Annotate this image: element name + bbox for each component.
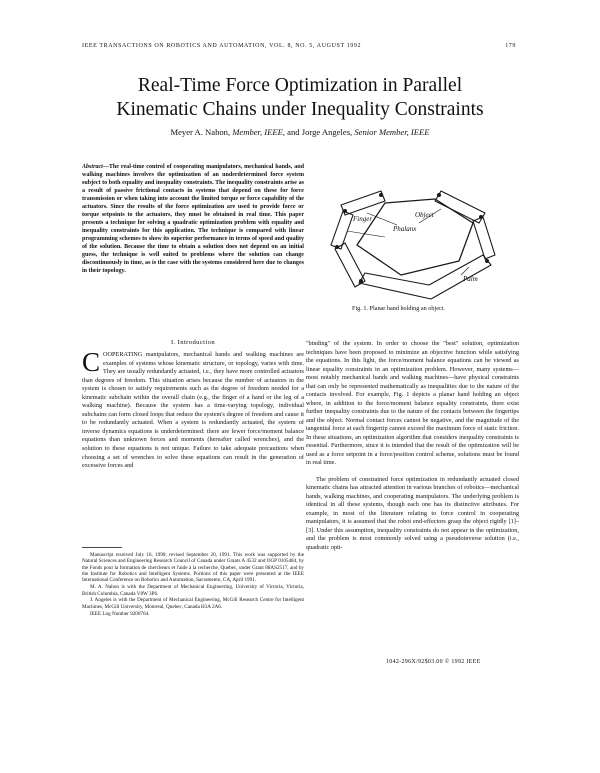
footnote-log-number: IEEE Log Number 9200764. <box>90 610 150 617</box>
intro-paragraph: manipulators, mechanical hands and walking machines are examples of systems whose kinematic structure, or topology, varies with time. They are usually redundantly actuated, i.e., they have more controlled actuators than degrees of freedom. This situation arises because the number of actuators in the system is chosen to satisfy requirements such as the degree of freedom needed for a kinematic subchain within the overall chain (e.g., the finger of a hand or the leg of a walking machine). Because the system has a time-varying topology, individual subchains can form closed loops that reduce the system's degree of freedom and cause it to be redundantly actuated. When a system is redundantly actuated, the system of inverse dynamics equations is underdetermined: there are fewer force/moment balance equations than unknown forces and moments (hereafter called wrenches), and the solution to these equations is not unique. Failure to take adequate precautions when choosing a set of wrenches to solve these equations can result in the generation of excessive forces and <box>82 351 304 470</box>
joint-dot <box>437 193 441 197</box>
footnote-author-1: M. A. Nahon is with the Department of Mechanical Engineering, University of Victoria, Victoria, British Columbia, Canada V8W 3P6. <box>82 584 304 597</box>
abstract <box>82 163 304 275</box>
author-line <box>0 127 600 137</box>
finger-right-link-2 <box>473 217 495 259</box>
drop-cap: C <box>82 347 101 377</box>
finger-right-link <box>435 191 485 223</box>
joint-dot <box>485 259 489 263</box>
running-head <box>82 43 516 49</box>
title-line-2: Kinematic Chains under Inequality Constraints <box>116 99 484 120</box>
author-2-membership: Senior Member, IEEE <box>354 127 430 137</box>
author-1-membership: Member, IEEE, <box>232 127 286 137</box>
intro-paragraph-2: The problem of constrained force optimization in redundantly actuated closed kinematic chains has attracted attention in various branches of robotics—mechanical hands, walking machines, and cooperating manipulators. The underlying problem is identical in all these systems, though each one has its distinctive attributes. For example, in most of the literature relating to force control in cooperating manipulators, it is assumed that the robot end-effectors grasp the object rigidly [1]–[3]. Under this assumption, inequality constraints do not appear in the optimization, and the problem is most commonly solved using a pseudoinverse solution (i.e., quadratic opti- <box>306 475 519 551</box>
footnote-author-2: J. Angeles is with the Department of Mechanical Engineering, McGill Research Centre for Intelligent Machines, McGill University, Montreal, Quebec, Canada H3A 2A6. <box>82 597 304 610</box>
intro-paragraph-continued: "binding" of the system. In order to choose the "best" solution, optimization techniques have been proposed to minimize an objective function while satisfying the equations. In this light, the force/moment balance equations can be viewed as linear equality constraints in an optimization problem. However, many systems—most notably mechanical hands and walking machines—have physical constraints that can only be represented mathematically as inequalities due to the nature of the contacts involved. For example, Fig. 1 depicts a planar hand holding an object where, in addition to the force/moment balance equality constraints, there exist further inequality constraints due to the nature of the contacts between the fingertips and the object. Normal contact forces cannot be negative, and the magnitude of the tangential force at each fingertip cannot exceed the maximum force of static friction. In these situations, an optimization algorithm that considers inequality constraints is essential. Furthermore, since it is intended that the result of the optimization will be used as a force setpoint in a force/position control scheme, solutions must be found in real time. <box>306 340 519 466</box>
section-heading-introduction: I. Introduction <box>170 339 216 346</box>
joint-dot <box>479 215 483 219</box>
joint-dot <box>379 193 383 197</box>
author-conjunction: and <box>287 127 300 137</box>
author-2: Jorge Angeles, <box>301 127 353 137</box>
intro-lead-word: OOPERATING <box>103 351 143 358</box>
author-1: Meyer A. Nahon, <box>170 127 231 137</box>
footnotes <box>82 552 304 617</box>
journal-citation: IEEE TRANSACTIONS ON ROBOTICS AND AUTOMATION, VOL. 8, NO. 5, AUGUST 1992 <box>82 43 362 49</box>
page-number: 179 <box>505 43 516 49</box>
figure-planar-hand <box>323 183 513 305</box>
footnote-rule <box>82 547 122 548</box>
abstract-label: Abstract— <box>82 164 109 170</box>
joint-dot <box>343 209 347 213</box>
paper-title <box>0 74 600 122</box>
introduction-column-2 <box>306 340 519 560</box>
label-phalanx: Phalanx <box>393 225 417 233</box>
introduction-column-1 <box>82 347 304 471</box>
footnote-received: Manuscript received July 16, 1990; revised September 20, 1991. This work was supported by the Natural Sciences and Engineering Research Council of Canada under Grants A 4532 and OGP 0105484, by the Fonds pour la formation de chercheurs et l'aide à la recherche, Quebec, under Grant 88AS2517, and by the Institute for Robotics and Intelligent Systems. Portions of this paper were presented at the IEEE International Conference on Robotics and Automation, Sacramento, CA, April 1991. <box>82 552 304 584</box>
figure-caption: Fig. 1. Planar hand holding an object. <box>352 305 445 312</box>
finger-upper-link <box>341 191 385 215</box>
joint-dot <box>335 245 339 249</box>
label-finger: Finger <box>353 215 373 223</box>
label-palm: Palm <box>463 275 478 283</box>
label-object: Object <box>415 211 434 219</box>
finger-upper-link-2 <box>331 211 353 249</box>
title-line-1: Real-Time Force Optimization in Parallel <box>137 75 463 96</box>
copyright-code: 1042-296X/92$03.00 © 1992 IEEE <box>386 659 481 665</box>
joint-dot <box>359 279 363 283</box>
abstract-text: The real-time control of cooperating manipulators, mechanical hands, and walking machines involves the optimization of an underdetermined force system subject to both equality and inequality constraints. The inequality constraints arise as a result of passive frictional contacts in systems that depend on these for force transmission or when taking into account the limited torque or force capability of the actuators. Since the results of the force optimization are used to provide force or torque setpoints to the actuators, they must be obtained in real time. This paper presents a technique for solving a quadratic optimization problem with equality and inequality constraints for this application. The technique is compared with linear programming schemes to show its superior performance in terms of speed and quality of the solution. Because the time to obtain a solution does not depend on an initial guess, the technique is well suited to problems where the solution can change discontinuously in time, as is the case with the systems considered here due to changes in their topology. <box>82 164 304 275</box>
